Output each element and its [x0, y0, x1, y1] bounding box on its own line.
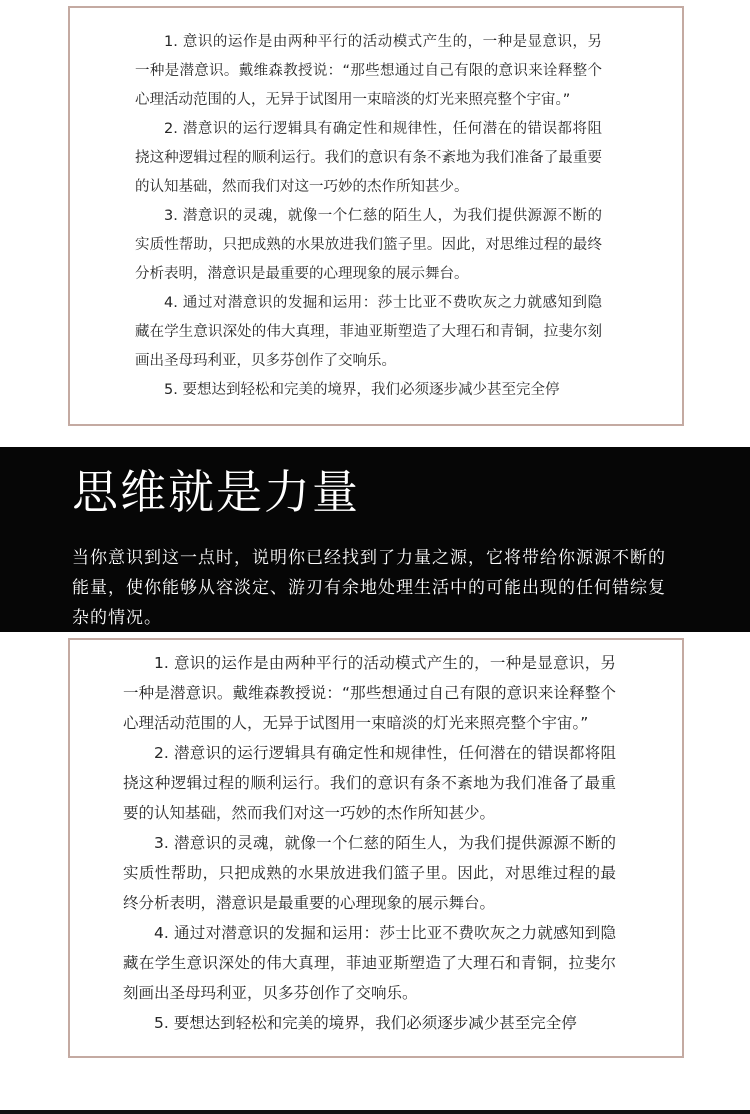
paragraph-5: 5. 要想达到轻松和完美的境界，我们必须逐步减少甚至完全停 [164, 382, 560, 398]
paragraph-1: 1. 意识的运作是由两种平行的活动模式产生的，一种是显意识，另一种是潜意识。戴维森教授说：“那些想通过自己有限的意识来诠释整个心理活动范围的人，无异于试图用一束暗淡的灯光来照亮整个宇宙。” [123, 654, 616, 732]
paragraph-1: 1. 意识的运作是由两种平行的活动模式产生的，一种是显意识，另一种是潜意识。戴维森教授说：“那些想通过自己有限的意识来诠释整个心理活动范围的人，无异于试图用一束暗淡的灯光来照亮整个宇宙。” [135, 34, 602, 108]
banner-subtitle: 当你意识到这一点时，说明你已经找到了力量之源，它将带给你源源不断的能量，使你能够从容淡定、游刃有余地处理生活中的可能出现的任何错综复杂的情况。 [72, 548, 666, 628]
banner-title: 思维就是力量 [72, 465, 360, 519]
quote-banner [0, 447, 750, 632]
bottom-divider [0, 1110, 750, 1114]
paragraph-2: 2. 潜意识的运行逻辑具有确定性和规律性，任何潜在的错误都将阻挠这种逻辑过程的顺利运行。我们的意识有条不紊地为我们准备了最重要的认知基础，然而我们对这一巧妙的杰作所知甚少。 [135, 121, 602, 195]
paragraph-2: 2. 潜意识的运行逻辑具有确定性和规律性，任何潜在的错误都将阻挠这种逻辑过程的顺利运行。我们的意识有条不紊地为我们准备了最重要的认知基础，然而我们对这一巧妙的杰作所知甚少。 [123, 744, 616, 822]
paragraph-3: 3. 潜意识的灵魂，就像一个仁慈的陌生人，为我们提供源源不断的实质性帮助，只把成熟的水果放进我们篮子里。因此，对思维过程的最终分析表明，潜意识是最重要的心理现象的展示舞台。 [135, 208, 602, 282]
paragraph-4: 4. 通过对潜意识的发掘和运用：莎士比亚不费吹灰之力就感知到隐藏在学生意识深处的伟大真理，菲迪亚斯塑造了大理石和青铜，拉斐尔刻画出圣母玛利亚，贝多芬创作了交响乐。 [123, 924, 616, 1002]
text-card-top [68, 6, 684, 426]
paragraph-5: 5. 要想达到轻松和完美的境界，我们必须逐步减少甚至完全停 [154, 1014, 577, 1032]
text-card-bottom [68, 638, 684, 1058]
paragraph-4: 4. 通过对潜意识的发掘和运用：莎士比亚不费吹灰之力就感知到隐藏在学生意识深处的伟大真理，菲迪亚斯塑造了大理石和青铜，拉斐尔刻画出圣母玛利亚，贝多芬创作了交响乐。 [135, 295, 602, 369]
paragraph-3: 3. 潜意识的灵魂，就像一个仁慈的陌生人，为我们提供源源不断的实质性帮助，只把成熟的水果放进我们篮子里。因此，对思维过程的最终分析表明，潜意识是最重要的心理现象的展示舞台。 [123, 834, 616, 912]
